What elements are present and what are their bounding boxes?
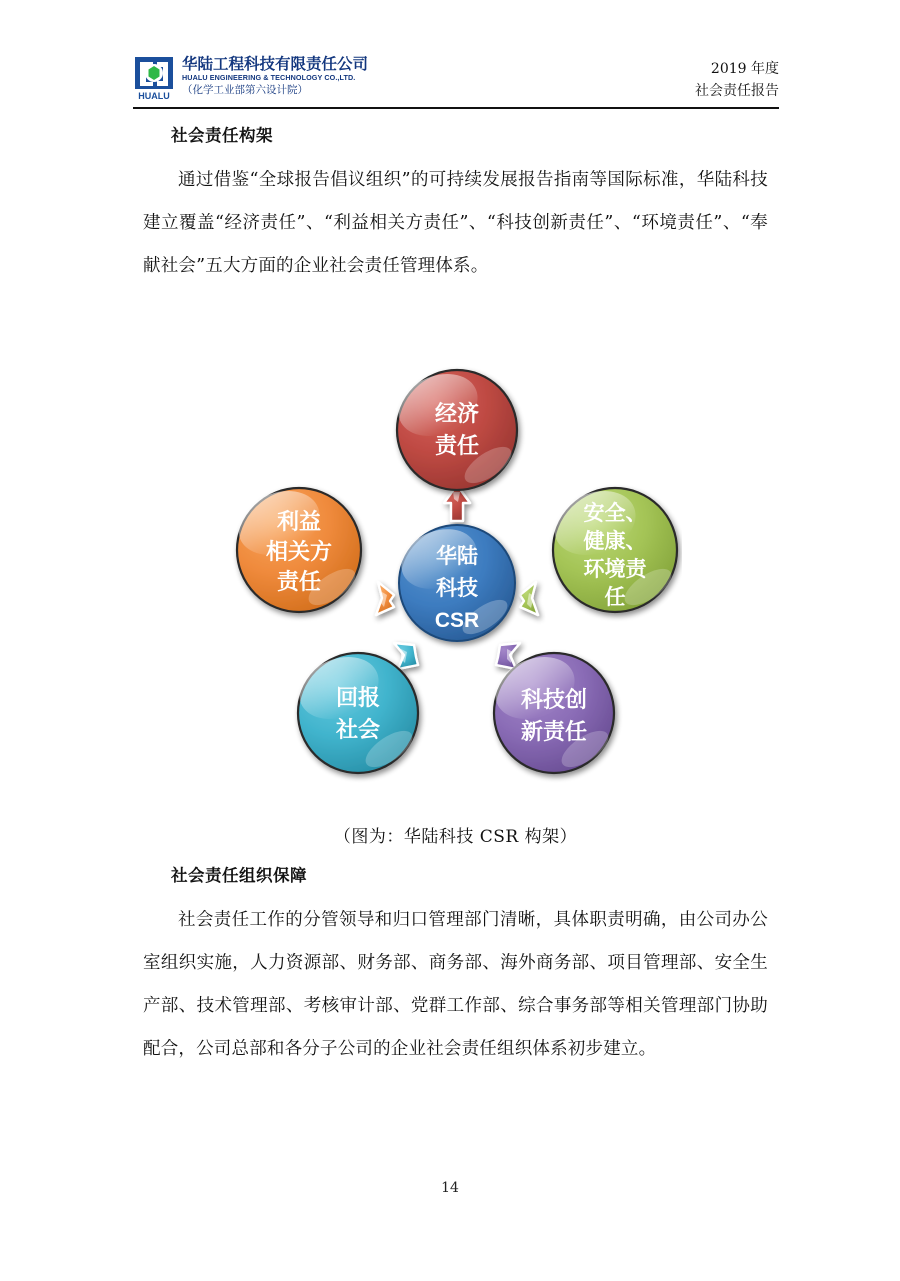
company-name-sub: （化学工业部第六设计院）	[182, 84, 308, 96]
svg-text:社会: 社会	[335, 718, 381, 743]
node-label-hse: 安全、	[583, 501, 647, 525]
svg-text:CSR: CSR	[434, 609, 480, 632]
csr-framework-diagram	[232, 355, 682, 795]
svg-text:健康、: 健康、	[583, 529, 647, 553]
company-logo	[133, 55, 368, 101]
section2-paragraph: 社会责任工作的分管领导和归口管理部门清晰，具体职责明确，由公司办公室组织实施，人力资源部、财务部、商务部、海外商务部、项目管理部、安全生产部、技术管理部、考核审计部、党群工作部、综合事务部等相关管理部门协助配合，公司总部和各分子公司的企业社会责任组织体系初步建立。	[143, 910, 768, 1059]
diagram-node-hse	[545, 479, 677, 612]
section-csr-framework	[143, 122, 768, 288]
svg-text:新责任: 新责任	[520, 720, 588, 745]
header-report-year: 2019 年度	[710, 61, 779, 77]
header-report-info	[695, 55, 779, 102]
diagram-node-stakeholder	[232, 479, 361, 612]
company-name-en: HUALU ENGINEERING & TECHNOLOGY CO.,LTD.	[182, 73, 356, 82]
section-csr-organization	[143, 862, 768, 1071]
page-header	[133, 55, 779, 110]
header-report-title: 社会责任报告	[695, 83, 779, 99]
section1-paragraph: 通过借鉴“全球报告倡议组织”的可持续发展报告指南等国际标准，华陆科技建立覆盖“经济责任”、“利益相关方责任”、“科技创新责任”、“环境责任”、“奉献社会”五大方面的企业社会责任管理体系。	[143, 170, 768, 276]
figure-caption: （图为：华陆科技 CSR 构架）	[333, 827, 578, 847]
page-number: 14	[441, 1180, 459, 1196]
svg-text:科技: 科技	[436, 576, 478, 600]
svg-text:HUALU: HUALU	[138, 91, 170, 101]
header-divider	[133, 107, 779, 109]
svg-text:责任: 责任	[276, 570, 322, 595]
section1-heading: 社会责任构架	[171, 126, 273, 145]
arrow-to-hse	[520, 582, 538, 615]
node-label-innovation: 科技创	[520, 688, 588, 713]
svg-text:责任: 责任	[434, 434, 480, 459]
arrow-to-society	[394, 643, 418, 669]
svg-text:相关方: 相关方	[265, 540, 333, 565]
node-label-stakeholder: 利益	[276, 510, 322, 535]
diagram-node-center	[392, 518, 515, 641]
node-label-center: 华陆	[436, 544, 478, 568]
node-label-economic: 经济	[434, 402, 480, 427]
arrow-to-stakeholder	[376, 582, 394, 615]
svg-text:环境责: 环境责	[583, 557, 647, 581]
hualu-logo-icon	[133, 55, 175, 101]
diagram-node-economic	[389, 363, 517, 490]
node-label-society: 回报	[335, 686, 381, 711]
section2-heading: 社会责任组织保障	[171, 866, 307, 885]
svg-text:任: 任	[604, 585, 626, 609]
company-name-cn: 华陆工程科技有限责任公司	[182, 55, 369, 73]
